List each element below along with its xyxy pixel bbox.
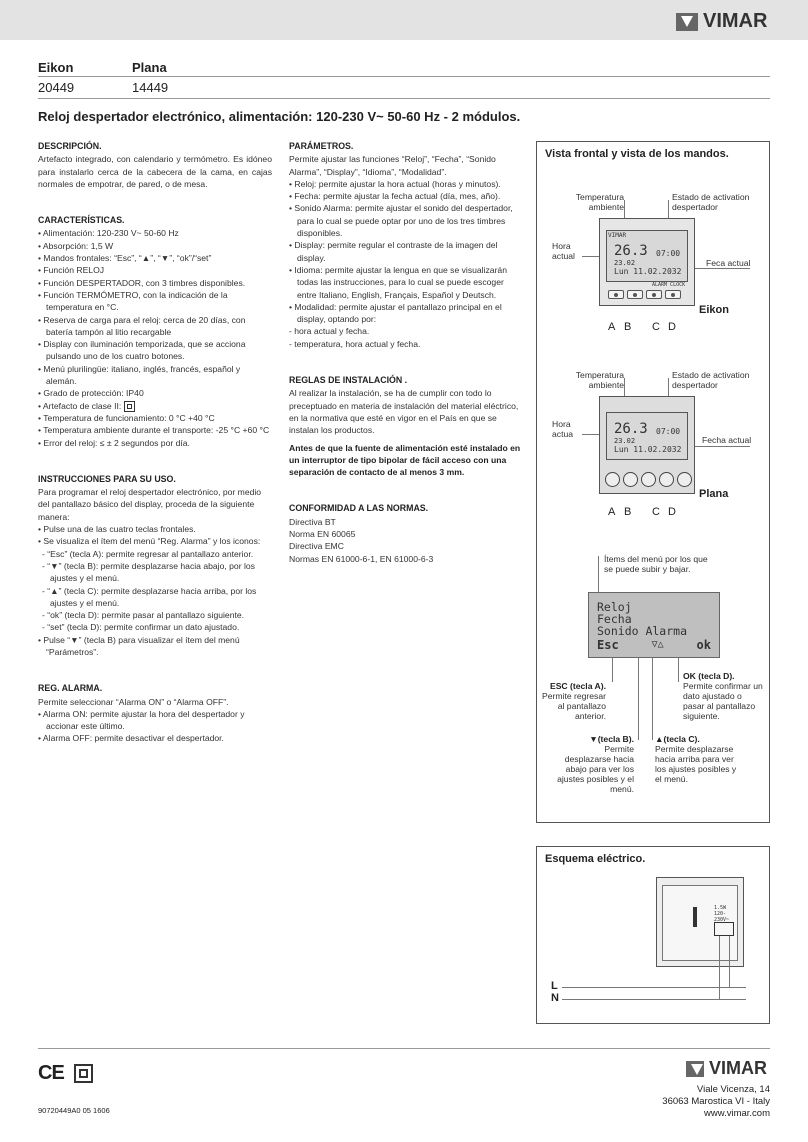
- lcd-date: Lun 11.02.2032: [614, 445, 682, 454]
- letter-c: C: [652, 506, 660, 518]
- menu-display: [588, 592, 720, 658]
- label-temperature: Temperatura ambiente: [575, 370, 624, 390]
- model-eikon: Eikon: [38, 60, 74, 75]
- lcd-temperature: 26.3: [614, 243, 648, 259]
- section-heading: DESCRIPCIÓN.: [38, 141, 102, 151]
- mode-option: - hora actual y fecha.: [289, 326, 370, 337]
- menu-item: Reloj: [597, 600, 632, 614]
- class-ii-icon: [74, 1064, 93, 1083]
- code-plana: 14449: [132, 80, 169, 95]
- button-d[interactable]: [665, 290, 681, 299]
- eikon-buttons: [608, 290, 681, 299]
- description-text: Artefacto integrado, con calendario y termómetro. Es idóneo para instalarlo cerca de la cabecera de la cama, en cajas normales de empotrar, de pared, o de mesa.: [38, 154, 272, 189]
- list-item: • Reserva de carga para el reloj: cerca de 20 días, con batería tampón al litio recargable: [38, 314, 272, 339]
- ok-description: OK (tecla D). Permite confirmar un dato ajustado o pasar al pantallazo siguiente.: [683, 671, 763, 721]
- list-item: • Grado de protección: IP40: [38, 387, 272, 399]
- column-middle: [289, 140, 521, 565]
- button-d[interactable]: [659, 472, 674, 487]
- list-item: • Error del reloj: ≤ ± 2 segundos por día.: [38, 437, 272, 449]
- wiring-rating: 1.5W 120-230V~: [714, 905, 730, 923]
- label-hour: Hora actual: [552, 241, 575, 261]
- norm-line: Norma EN 60065: [289, 529, 356, 540]
- button-b[interactable]: [623, 472, 638, 487]
- down-description: ▼(tecla B). Permite desplazarse hacia abajo para ver los ajustes posibles y el menú.: [557, 734, 634, 794]
- instructions-intro: Para programar el reloj despertador electrónico, por medio del pantallazo básico del display, proceda de la siguiente manera:: [38, 487, 262, 522]
- wiring-slot: [693, 907, 697, 927]
- label-date: Feca actual: [706, 258, 751, 268]
- section-heading: CARACTERÍSTICAS.: [38, 215, 125, 226]
- section-heading: REG. ALARMA.: [38, 683, 103, 694]
- list-item: • Mandos frontales: “Esc”, “▲”, “▼”, “ok”/“set”: [38, 252, 272, 264]
- esc-description: ESC (tecla A). Permite regresar al pantallazo anterior.: [542, 681, 606, 721]
- plana-key-letters: [608, 506, 676, 518]
- button-c[interactable]: [641, 472, 656, 487]
- label-date: Fecha actual: [702, 435, 752, 445]
- front-view-title: Vista frontal y vista de los mandos.: [545, 148, 729, 160]
- wire-l-label: L: [551, 980, 558, 992]
- norm-line: Directiva EMC: [289, 541, 344, 552]
- vimar-logo-icon: [676, 13, 698, 31]
- menu-item: Sonido Alarma: [597, 624, 688, 638]
- divider: [38, 76, 770, 77]
- menu-ok: ok: [696, 638, 711, 652]
- lcd-hour: 23.02: [614, 437, 636, 445]
- letter-a: A: [608, 321, 616, 333]
- list-item: • Display: permite regular el contraste de la imagen del display.: [289, 239, 521, 264]
- eikon-label: Eikon: [699, 304, 729, 316]
- lcd-temperature: 26.3: [614, 421, 648, 437]
- vimar-logo: VIMAR: [686, 1058, 767, 1079]
- list-item: • Temperatura ambiente durante el transporte: -25 °C +60 °C: [38, 424, 272, 436]
- letter-b: B: [624, 506, 632, 518]
- lcd-hour: 23.02: [614, 259, 636, 267]
- wiring-terminal: [714, 922, 734, 936]
- plana-label: Plana: [699, 488, 729, 500]
- features-list: [38, 227, 272, 448]
- button-b[interactable]: [627, 290, 643, 299]
- letter-b: B: [624, 321, 632, 333]
- alarm-list: [38, 708, 272, 745]
- vimar-logo: VIMAR: [676, 10, 767, 33]
- label-alarm-state: Estado de activation despertador: [672, 370, 750, 390]
- list-item: • Menú plurilingüe: italiano, inglés, francés, español y alemán.: [38, 363, 272, 388]
- parameters-intro: Permite ajustar las funciones “Reloj”, “Fecha”, “Sonido Alarma”, “Display”, “Idioma”, “Modalidad”.: [289, 154, 496, 177]
- menu-arrows: ▽△: [651, 639, 664, 650]
- plana-buttons: [605, 472, 692, 487]
- website-link[interactable]: www.vimar.com: [704, 1108, 770, 1119]
- rules-text: Al realizar la instalación, se ha de cumplir con todo lo preceptuado en materia de instalación del material eléctrico, en la normativa que esté en vigor en el País en que se instalan los productos.: [289, 388, 519, 436]
- list-item: - “ok” (tecla D): permite pasar al pantallazo siguiente.: [38, 609, 272, 621]
- list-item: • Display con iluminación temporizada, que se acciona pulsando uno de los cuatro botones.: [38, 338, 272, 363]
- list-item: • Función DESPERTADOR, con 3 timbres disponibles.: [38, 277, 272, 289]
- eikon-key-letters: [608, 321, 676, 333]
- parameters-list: [289, 178, 521, 326]
- menu-item: Fecha: [597, 612, 632, 626]
- column-left: [38, 140, 272, 745]
- list-item: - “▲” (tecla C): permite desplazarse hacia arriba, por los ajustes y el menú.: [38, 585, 272, 610]
- lcd-alarm-time: 07:00: [656, 249, 681, 258]
- vimar-logo-icon: [686, 1061, 704, 1077]
- list-item: - “Esc” (tecla A): permite regresar al pantallazo anterior.: [38, 548, 272, 560]
- list-item: • Se visualiza el ítem del menú “Reg. Alarma” y los iconos:: [38, 535, 272, 547]
- letter-a: A: [608, 506, 616, 518]
- label-alarm-state: Estado de activation despertador: [672, 192, 750, 212]
- list-item: • Alimentación: 120-230 V~ 50-60 Hz: [38, 227, 272, 239]
- letter-d: D: [668, 321, 676, 333]
- instructions-sublist: [38, 548, 272, 634]
- up-description: ▲(tecla C). Permite desplazarse hacia arriba para ver los ajustes posibles y el menú.: [655, 734, 737, 784]
- list-item: • Artefacto de clase II:: [38, 400, 272, 412]
- lcd-alarm-time: 07:00: [656, 427, 681, 436]
- alarm-intro: Permite seleccionar “Alarma ON” o “Alarma OFF”.: [38, 696, 229, 707]
- menu-esc: Esc: [597, 638, 619, 652]
- list-item: • Absorpción: 1,5 W: [38, 240, 272, 252]
- instructions-list: [38, 523, 272, 548]
- list-item: • Sonido Alarma: permite ajustar el sonido del despertador, para lo cual se puede optar por uno de los tres timbres disponibles.: [289, 202, 521, 239]
- wire-n-label: N: [551, 992, 559, 1004]
- wiring-title: Esquema eléctrico.: [545, 853, 646, 865]
- list-item: • Función TERMÓMETRO, con la indicación de la temperatura en °C.: [38, 289, 272, 314]
- section-heading: REGLAS DE INSTALACIÓN .: [289, 375, 408, 386]
- mode-option: - temperatura, hora actual y fecha.: [289, 338, 421, 349]
- button-e[interactable]: [677, 472, 692, 487]
- lcd-brand: VIMAR: [608, 232, 627, 239]
- menu-items-label: Ítems del menú por los que se puede subir y bajar.: [604, 554, 708, 574]
- document-code: 90720449A0 05 1606: [38, 1106, 110, 1115]
- page-title: Reloj despertador electrónico, alimentación: 120-230 V~ 50-60 Hz - 2 módulos.: [38, 109, 521, 124]
- list-item: • Fecha: permite ajustar la fecha actual (día, mes, año).: [289, 190, 521, 202]
- norm-line: Normas EN 61000-6-1, EN 61000-6-3: [289, 553, 434, 564]
- lcd-date: Lun 11.02.2032: [614, 267, 682, 276]
- footer-divider: [38, 1048, 770, 1049]
- lcd-alarm-label: ALARM CLOCK: [652, 282, 686, 288]
- section-heading: PARÁMETROS.: [289, 141, 354, 151]
- letter-d: D: [668, 506, 676, 518]
- button-a[interactable]: [608, 290, 624, 299]
- model-plana: Plana: [132, 60, 167, 75]
- list-item: • Alarma OFF: permite desactivar el despertador.: [38, 732, 272, 744]
- list-item: • Reloj: permite ajustar la hora actual (horas y minutos).: [289, 178, 521, 190]
- list-item: • Temperatura de funcionamiento: 0 °C +40 °C: [38, 412, 272, 424]
- section-heading: CONFORMIDAD A LAS NORMAS.: [289, 503, 429, 514]
- ce-mark: CE: [38, 1062, 64, 1084]
- label-hour: Hora actua: [552, 419, 574, 439]
- button-c[interactable]: [646, 290, 662, 299]
- list-item: • Pulse una de las cuatro teclas frontales.: [38, 523, 272, 535]
- letter-c: C: [652, 321, 660, 333]
- list-item: - “set” (tecla D): permite confirmar un dato ajustado.: [38, 621, 272, 633]
- divider: [38, 98, 770, 99]
- list-item: - “▼” (tecla B): permite desplazarse hacia abajo, por los ajustes y el menú.: [38, 560, 272, 585]
- list-item: • Alarma ON: permite ajustar la hora del despertador y accionar este último.: [38, 708, 272, 733]
- class-ii-icon: [124, 401, 135, 412]
- list-item: • Idioma: permite ajustar la lengua en que se visualizarán todas las instrucciones, para lo cual se puede escoger entre Italiano, English, Français, Español y Deutsch.: [289, 264, 521, 301]
- list-item: • Función RELOJ: [38, 264, 272, 276]
- button-a[interactable]: [605, 472, 620, 487]
- code-eikon: 20449: [38, 80, 75, 95]
- section-heading: INSTRUCCIONES PARA SU USO.: [38, 473, 176, 484]
- list-item: • Pulse “▼” (tecla B) para visualizar el ítem del menú “Parámetros”.: [38, 634, 272, 659]
- company-address: Viale Vicenza, 14 36063 Marostica VI - Italy www.vimar.com: [662, 1084, 770, 1119]
- label-temperature: Temperatura ambiente: [575, 192, 624, 212]
- list-item: • Modalidad: permite ajustar el pantallazo principal en el display, optando por:: [289, 301, 521, 326]
- rules-warning: Antes de que la fuente de alimentación esté instalado en un interruptor de tipo bipolar de fácil acceso con una separación de contacto de al menos 3 mm.: [289, 442, 521, 478]
- norm-line: Directiva BT: [289, 516, 336, 527]
